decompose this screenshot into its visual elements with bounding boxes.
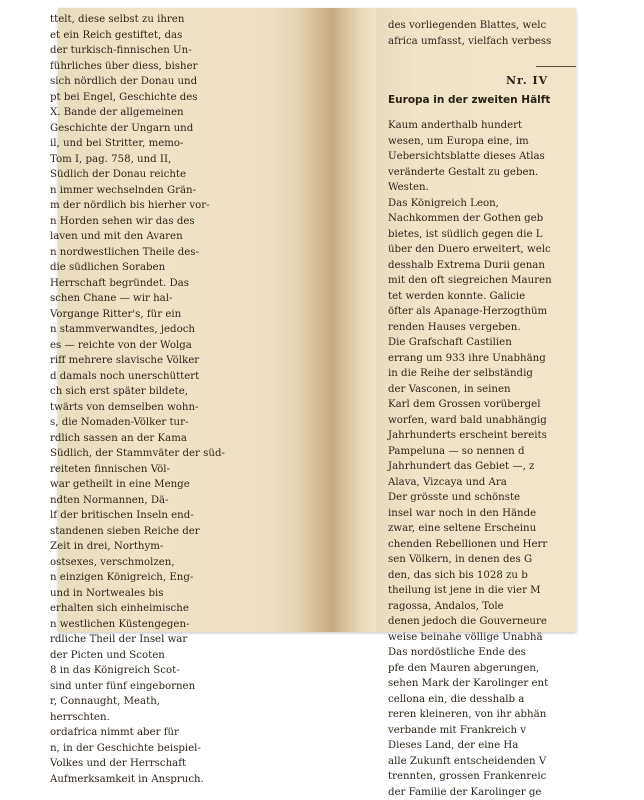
left-text-line: twärts von demselben wohn- (50, 400, 308, 416)
left-text-line: Herrschaft begründet. Das (50, 276, 308, 292)
right-text-line: wesen, um Europa eine, im (388, 134, 576, 150)
right-text-line: zwar, eine seltene Erscheinu (388, 521, 576, 537)
right-text-line: Uebersichtsblatte dieses Atlas (388, 149, 576, 165)
left-text-line: die südlichen Soraben (50, 260, 308, 276)
right-text-line: Karl dem Grossen vorübergel (388, 397, 576, 413)
right-text-line: den, das sich bis 1028 zu b (388, 568, 576, 584)
left-text-line: riff mehrere slavische Völker (50, 353, 308, 369)
left-text-line: ttelt, diese selbst zu ihren (50, 12, 308, 28)
left-text-line: führliches über diess, bisher (50, 59, 308, 75)
right-text-line: Das nordöstliche Ende des (388, 645, 576, 661)
right-text-line: errang um 933 ihre Unabhäng (388, 351, 576, 367)
right-text-line: trennten, grossen Frankenreic (388, 769, 576, 785)
right-text-line: veränderte Gestalt zu geben. (388, 165, 576, 181)
left-text-line: Geschichte der Ungarn und (50, 121, 308, 137)
right-text-line: sen Völkern, in denen des G (388, 552, 576, 568)
right-text-line: Das Königreich Leon, (388, 196, 576, 212)
right-text-line: verbande mit Frankreich v (388, 723, 576, 739)
left-text-line: war getheilt in eine Menge (50, 477, 308, 493)
left-text-line: lf der britischen Inseln end- (50, 508, 308, 524)
left-text-line: il, und bei Stritter, memo- (50, 136, 308, 152)
right-text-line: Nachkommen der Gothen geb (388, 211, 576, 227)
right-top-line: africa umfasst, vielfach verbess (388, 34, 576, 50)
left-text-line: Zeit in drei, Northym- (50, 539, 308, 555)
right-text-line: der Vasconen, in seinen (388, 382, 576, 398)
left-text-line: der Picten und Scoten (50, 648, 308, 664)
right-top-text (388, 18, 576, 58)
left-text-line: s, die Nomaden-Völker tur- (50, 415, 308, 431)
right-top-line: des vorliegenden Blattes, welc (388, 18, 576, 34)
left-text-line: ordafrica nimmt aber für (50, 725, 308, 741)
right-text-line: ragossa, Andalos, Tole (388, 599, 576, 615)
right-text-line: insel war noch in den Hände (388, 506, 576, 522)
left-text-line: r, Connaught, Meath, (50, 694, 308, 710)
right-text-line: desshalb Extrema Durii genan (388, 258, 576, 274)
top-rule (536, 66, 576, 67)
right-text-line: tet werden konnte. Galicie (388, 289, 576, 305)
right-text-line: worfen, ward bald unabhängig (388, 413, 576, 429)
right-text-line: Der grösste und schönste (388, 490, 576, 506)
left-text-line: ndten Normannen, Dä- (50, 493, 308, 509)
left-text-line: laven und mit den Avaren (50, 229, 308, 245)
left-text-line: Aufmerksamkeit in Anspruch. (50, 772, 308, 788)
left-text-line: der turkisch-finnischen Un- (50, 43, 308, 59)
book-gutter (296, 8, 376, 632)
left-text-line: m der nördlich bis hierher vor- (50, 198, 308, 214)
left-text-line: ostsexes, verschmolzen, (50, 555, 308, 571)
left-text-line: et ein Reich gestiftet, das (50, 28, 308, 44)
left-text-line: n stammverwandtes, jedoch (50, 322, 308, 338)
left-text-line: es — reichte von der Wolga (50, 338, 308, 354)
left-text-line: n einzigen Königreich, Eng- (50, 570, 308, 586)
left-text-line: X. Bande der allgemeinen (50, 105, 308, 121)
left-text-line: n nordwestlichen Theile des- (50, 245, 308, 261)
right-text-line: über den Duero erweitert, welc (388, 242, 576, 258)
right-text-line: mit den oft siegreichen Mauren (388, 273, 576, 289)
left-text-line: n westlichen Küstengegen- (50, 617, 308, 633)
right-text-line: alle Zukunft entscheidenden V (388, 754, 576, 770)
left-text-line: n immer wechselnden Grän- (50, 183, 308, 199)
left-text-line: reiteten finnischen Völ- (50, 462, 308, 478)
right-text-line: öfter als Apanage-Herzogthüm (388, 304, 576, 320)
left-text-column (58, 12, 308, 628)
left-text-line: standenen sieben Reiche der (50, 524, 308, 540)
left-text-line: 8 in das Königreich Scot- (50, 663, 308, 679)
left-text-line: n Horden sehen wir das des (50, 214, 308, 230)
left-text-line: ch sich erst später bildete, (50, 384, 308, 400)
right-text-line: Dieses Land, der eine Ha (388, 738, 576, 754)
right-text-line: Alava, Vizcaya und Ara (388, 475, 576, 491)
right-text-line: denen jedoch die Gouverneure (388, 614, 576, 630)
right-text-line: renden Hauses vergeben. (388, 320, 576, 336)
right-text-line: Kaum anderthalb hundert (388, 118, 576, 134)
right-text-line: pfe den Mauren abgerungen, (388, 661, 576, 677)
left-text-line: pt bei Engel, Geschichte des (50, 90, 308, 106)
left-text-line: d damals noch unerschüttert (50, 369, 308, 385)
left-text-line: und in Nortweales bis (50, 586, 308, 602)
left-text-line: herrschten. (50, 710, 308, 726)
right-text-line: in die Reihe der selbständig (388, 366, 576, 382)
left-text-line: rdliche Theil der Insel war (50, 632, 308, 648)
right-text-line: weise beinahe völlige Unabhä (388, 630, 576, 646)
right-text-line: theilung ist jene in die vier M (388, 583, 576, 599)
section-title: Europa in der zweiten Hälft (388, 94, 558, 106)
right-text-line: reren kleineren, von ihr abhän (388, 707, 576, 723)
left-text-line: sind unter fünf eingebornen (50, 679, 308, 695)
left-text-line: sich nördlich der Donau und (50, 74, 308, 90)
section-number: Nr. IV (506, 74, 626, 87)
left-text-line: n, in der Geschichte beispiel- (50, 741, 308, 757)
right-text-line: chenden Rebellionen und Herr (388, 537, 576, 553)
left-text-line: Südlich der Donau reichte (50, 167, 308, 183)
left-text-line: erhalten sich einheimische (50, 601, 308, 617)
right-text-line: Die Grafschaft Castilien (388, 335, 576, 351)
right-text-line: Westen. (388, 180, 576, 196)
left-text-line: rdlich sassen an der Kama (50, 431, 308, 447)
right-text-column (388, 118, 576, 628)
right-text-line: Jahrhunderts erscheint bereits (388, 428, 576, 444)
right-text-line: cellona ein, die desshalb a (388, 692, 576, 708)
right-text-line: bietes, ist südlich gegen die L (388, 227, 576, 243)
left-text-line: Tom I, pag. 758, und II, (50, 152, 308, 168)
left-text-line: Vorgange Ritter's, für ein (50, 307, 308, 323)
left-text-line: schen Chane — wir hal- (50, 291, 308, 307)
right-text-line: sehen Mark der Karolinger ent (388, 676, 576, 692)
right-text-line: Jahrhundert das Gebiet —, z (388, 459, 576, 475)
left-text-line: Volkes und der Herrschaft (50, 756, 308, 772)
right-text-line: der Familie der Karolinger ge (388, 785, 576, 800)
left-text-line: Südlich, der Stammväter der süd- (50, 446, 308, 462)
right-text-line: Pampeluna — so nennen d (388, 444, 576, 460)
